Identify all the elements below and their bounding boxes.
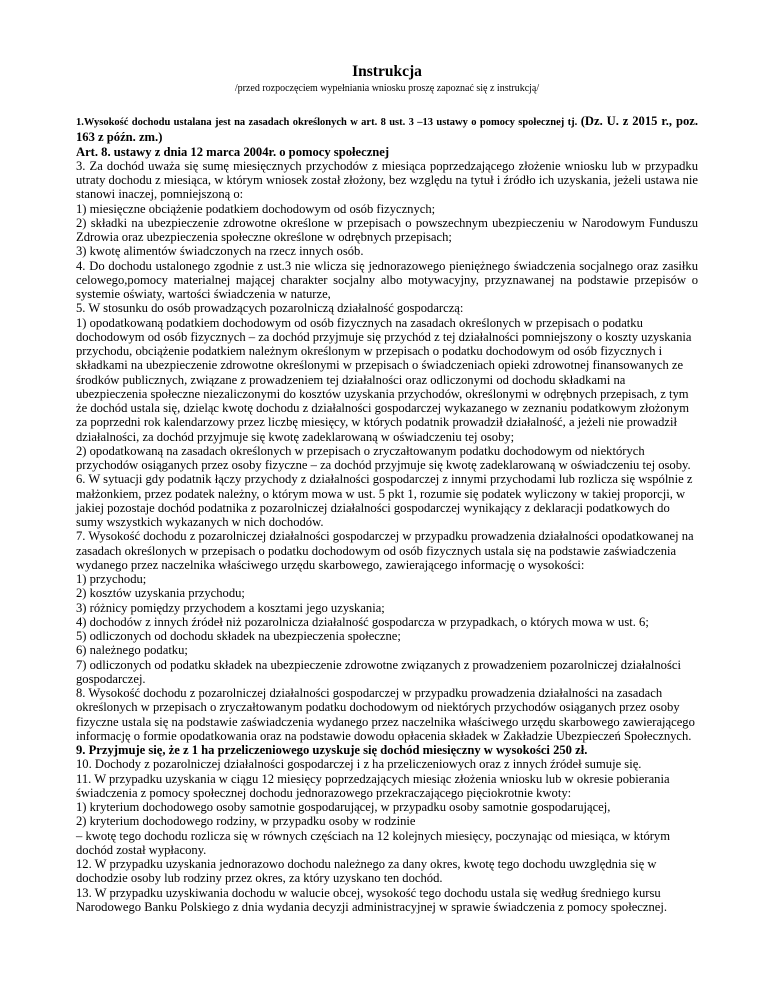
document-page	[76, 63, 698, 914]
paragraph-p7-3: 3) różnicy pomiędzy przychodem a kosztami jego uzyskania;	[76, 600, 385, 615]
paragraph-p5-2: 2) opodatkowaną na zasadach określonych w przepisach o zryczałtowanym podatku dochodowym od niektórych przychodów osiąganych przez osoby fizyczne – za dochód przyjmuje się kwotę zadeklarowaną w oświadczeniu tej osoby.	[76, 443, 691, 472]
paragraph-p12: 12. W przypadku uzyskania jednorazowo dochodu należnego za dany okres, kwotę tego dochodu uwzględnia się w dochodzie osoby lub rodziny przez okres, za który uzyskano ten dochód.	[76, 857, 657, 886]
paragraph-p5-1: 1) opodatkowaną podatkiem dochodowym od osób fizycznych na zasadach określonych w przepisach o podatku dochodowym od osób fizycznych – za dochód przyjmuje się przychód z tej działalności pomniejszony o koszty uzyskania przychodu, obciążenie podatkiem należnym określonym w przepisach o podatku dochodowym od osób fizycznych i składkami na ubezpieczenie zdrowotne określonymi w przepisach o świadczeniach opieki zdrowotnej finansowanych ze środków publicznych, związane z prowadzeniem tej działalności oraz odliczonymi od dochodu składkami na ubezpieczenia społeczne niezaliczonymi do kosztów uzyskania przychodów, określonymi w odrębnych przepisach, z tym że dochód ustala się, dzieląc kwotę dochodu z działalności gospodarczej wykazanego w zeznaniu podatkowym złożonym za poprzedni rok kalendarzowy przez liczbę miesięcy, w których podatnik prowadził działalność, a jeżeli nie prowadził działalności, za dochód przyjmuje się kwotę zadeklarowaną w oświadczeniu tej osoby;	[76, 315, 692, 444]
paragraph-p3-3: 3) kwotę alimentów świadczonych na rzecz innych osób.	[76, 244, 364, 259]
document-body	[76, 114, 698, 914]
paragraph-p3-1: 1) miesięczne obciążenie podatkiem dochodowym od osób fizycznych;	[76, 201, 436, 216]
paragraph-p11-2: 2) kryterium dochodowego rodziny, w przypadku osoby w rodzinie	[76, 814, 416, 829]
document-subtitle: /przed rozpoczęciem wypełniania wniosku proszę zapoznać się z instrukcją/	[234, 83, 540, 94]
paragraph-p4: 4. Do dochodu ustalonego zgodnie z ust.3 nie wlicza się jednorazowego pieniężnego świadczenia socjalnego oraz zasiłku celowego,pomocy materialnej mającej charakter socjalny albo motywacyjny, przyznawanej na podstawie przepisów o systemie oświaty, wartości świadczenia w naturze,	[76, 258, 698, 301]
paragraph-p7-1: 1) przychodu;	[76, 572, 147, 586]
paragraph-p7-4: 4) dochodów z innych źródeł niż pozarolnicza działalność gospodarcza w przypadkach, o których mowa w ust. 6;	[76, 614, 649, 629]
article-paragraphs	[76, 159, 698, 914]
paragraph-p13: 13. W przypadku uzyskiwania dochodu w walucie obcej, wysokość tego dochodu ustala się według średniego kursu Narodowego Banku Polskiego z dnia wydania decyzji administracyjnej w sprawie świadczenia z pomocy społecznej.	[76, 885, 668, 914]
paragraph-p7-6: 6) należnego podatku;	[76, 643, 188, 658]
paragraph-p11-3: – kwotę tego dochodu rozlicza się w równych częściach na 12 kolejnych miesięcy, poczynając od miesiąca, w którym dochód został wypłacony.	[76, 828, 671, 857]
document-title: Instrukcja	[352, 63, 422, 80]
paragraph-p7-2: 2) kosztów uzyskania przychodu;	[76, 586, 245, 601]
intro-citation: (Dz. U. z 2015 r., poz. 163 z późn. zm.)	[76, 114, 698, 145]
paragraph-p11: 11. W przypadku uzyskania w ciągu 12 miesięcy poprzedzających miesiąc złożenia wniosku lub w okresie pobierania świadczenia z pomocy społecznej dochodu jednorazowego przekraczającego pięciokrotnie kwoty:	[76, 771, 670, 800]
paragraph-p3: 3. Za dochód uważa się sumę miesięcznych przychodów z miesiąca poprzedzającego złożenie wniosku lub w przypadku utraty dochodu z miesiąca, w którym wniosek został złożony, bez względu na tytuł i źródło ich uzyskania, jeżeli ustawa nie stanowi inaczej, pomniejszoną o:	[76, 158, 698, 202]
article-heading: Art. 8. ustawy z dnia 12 marca 2004r. o pomocy społecznej	[76, 144, 390, 159]
paragraph-p5: 5. W stosunku do osób prowadzących pozarolniczą działalność gospodarczą:	[76, 301, 464, 316]
paragraph-p7-5: 5) odliczonych od dochodu składek na ubezpieczenia społeczne;	[76, 629, 401, 643]
paragraph-p7: 7. Wysokość dochodu z pozarolniczej działalności gospodarczej w przypadku prowadzenia działalności opodatkowanej na zasadach określonych w przepisach o podatku dochodowym od osób fizycznych ustala się na podstawie zaświadczenia wydanego przez naczelnika właściwego urzędu skarbowego, zawierającego informację o wysokości:	[76, 529, 694, 572]
intro-text: 1.Wysokość dochodu ustalana jest na zasadach określonych w art. 8 ust. 3 –13 ustawy o pomocy społecznej tj.	[76, 117, 581, 128]
paragraph-p7-7: 7) odliczonych od podatku składek na ubezpieczenie zdrowotne związanych z prowadzeniem pozarolniczej działalności gospodarczej.	[76, 657, 681, 686]
paragraph-p10: 10. Dochody z pozarolniczej działalności gospodarczej i z ha przeliczeniowych oraz z innych źródeł sumuje się.	[76, 757, 642, 772]
paragraph-p11-1: 1) kryterium dochodowego osoby samotnie gospodarującej, w przypadku osoby samotnie gospodarującej,	[76, 800, 611, 814]
paragraph-p3-2: 2) składki na ubezpieczenie zdrowotne określone w przepisach o powszechnym ubezpieczeniu w Narodowym Funduszu Zdrowia oraz ubezpieczenia społeczne określone w odrębnych przepisach;	[76, 215, 698, 244]
intro-paragraph	[76, 114, 698, 145]
paragraph-p6: 6. W sytuacji gdy podatnik łączy przychody z działalności gospodarczej z innymi przychodami lub rozlicza się wspólnie z małżonkiem, przez podatek należny, o którym mowa w ust. 5 pkt 1, rozumie się podatek wyliczony w takiej proporcji, w jakiej pozostaje dochód podatnika z pozarolniczej działalności gospodarczej wynikający z deklaracji podatkowych do sumy wszystkich wykazanych w nich dochodów.	[76, 472, 693, 529]
paragraph-p9: 9. Przyjmuje się, że z 1 ha przeliczeniowego uzyskuje się dochód miesięczny w wysokości 250 zł.	[76, 743, 588, 757]
paragraph-p8: 8. Wysokość dochodu z pozarolniczej działalności gospodarczej w przypadku prowadzenia działalności na zasadach określonych w przepisach o zryczałtowanym podatku dochodowym od niektórych przychodów osiąganych przez osoby fizyczne ustala się na podstawie zaświadczenia wydanego przez naczelnika właściwego urzędu skarbowego zawierającego informację o formie opodatkowania oraz na podstawie dowodu opłacenia składek w Zakładzie Ubezpieczeń Społecznych.	[76, 686, 695, 743]
